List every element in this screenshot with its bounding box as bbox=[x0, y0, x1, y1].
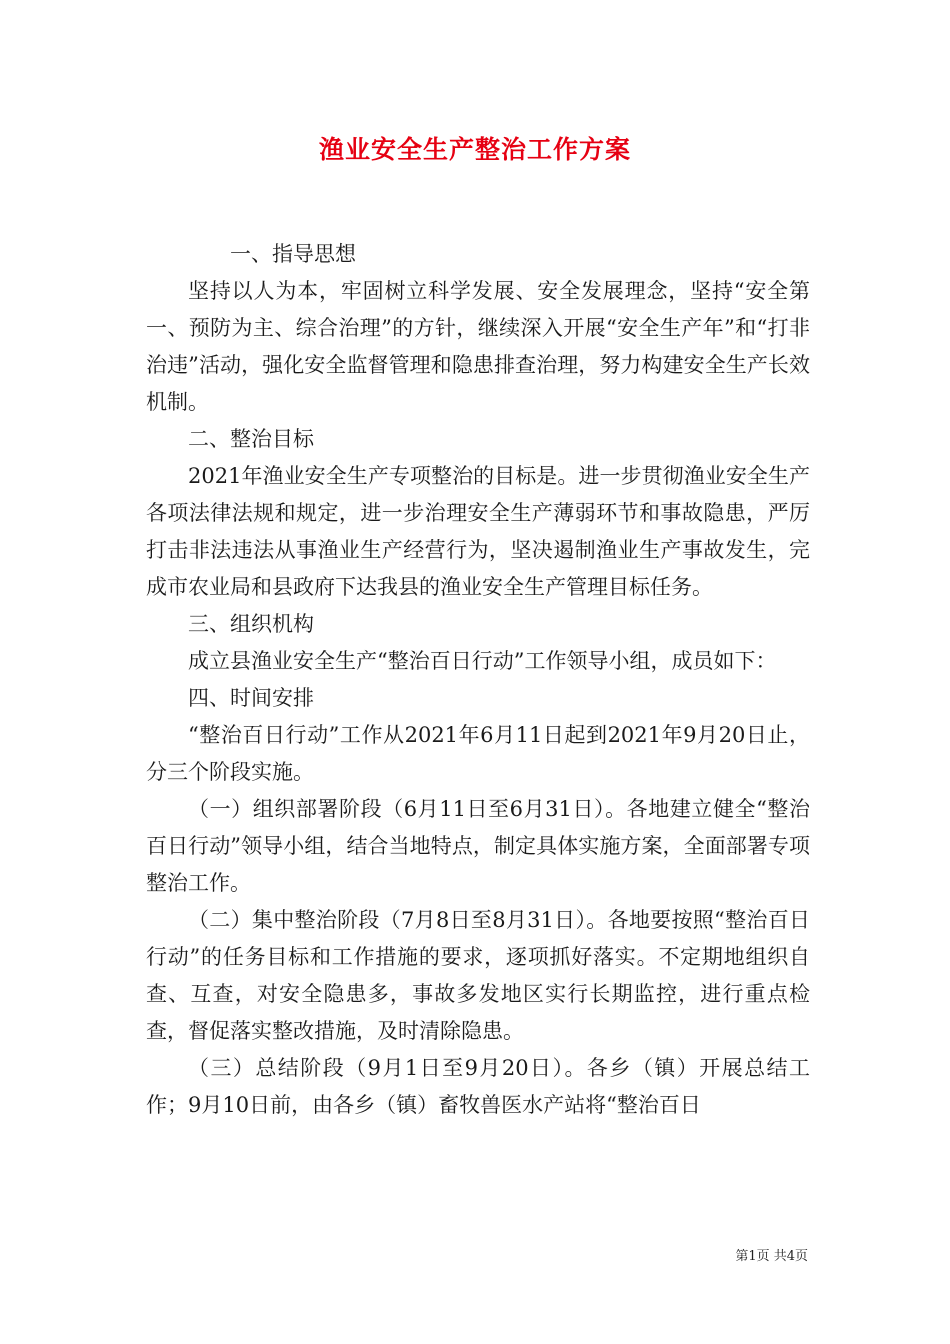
paragraph-organization: 成立县渔业安全生产“整治百日行动”工作领导小组，成员如下： bbox=[188, 649, 777, 673]
paragraph-schedule: “整治百日行动”工作从2021年6月11日起到2021年9月20日止，分三个阶段实施。 bbox=[146, 723, 810, 784]
section-heading-guiding-ideology: 一、指导思想 bbox=[230, 242, 356, 266]
document-body bbox=[146, 236, 810, 1124]
paragraph-goals: 2021年渔业安全生产专项整治的目标是。进一步贯彻渔业安全生产各项法律法规和规定，进一步治理安全生产薄弱环节和事故隐患，严厉打击非法违法从事渔业生产经营行为，坚决遏制渔业生产事故发生，完成市农业局和县政府下达我县的渔业安全生产管理目标任务。 bbox=[146, 464, 810, 599]
document-title: 渔业安全生产整治工作方案 bbox=[318, 135, 631, 164]
section-heading-goals: 二、整治目标 bbox=[188, 427, 314, 451]
page-number: 第1页 共4页 bbox=[735, 1249, 808, 1264]
paragraph-phase-one: （一）组织部署阶段（6月11日至6月31日）。各地建立健全“整治百日行动”领导小组，结合当地特点，制定具体实施方案，全面部署专项整治工作。 bbox=[146, 797, 810, 895]
paragraph-guiding-ideology: 坚持以人为本，牢固树立科学发展、安全发展理念，坚持“安全第一、预防为主、综合治理”的方针，继续深入开展“安全生产年”和“打非治违”活动，强化安全监督管理和隐患排查治理，努力构建安全生产长效机制。 bbox=[146, 279, 810, 414]
section-heading-organization: 三、组织机构 bbox=[188, 612, 314, 636]
paragraph-phase-three: （三）总结阶段（9月1日至9月20日）。各乡（镇）开展总结工作；9月10日前，由各乡（镇）畜牧兽医水产站将“整治百日 bbox=[146, 1056, 810, 1117]
paragraph-phase-two: （二）集中整治阶段（7月8日至8月31日）。各地要按照“整治百日行动”的任务目标和工作措施的要求，逐项抓好落实。不定期地组织自查、互查，对安全隐患多，事故多发地区实行长期监控，进行重点检查，督促落实整改措施，及时清除隐患。 bbox=[146, 908, 810, 1043]
section-heading-schedule: 四、时间安排 bbox=[188, 686, 314, 710]
